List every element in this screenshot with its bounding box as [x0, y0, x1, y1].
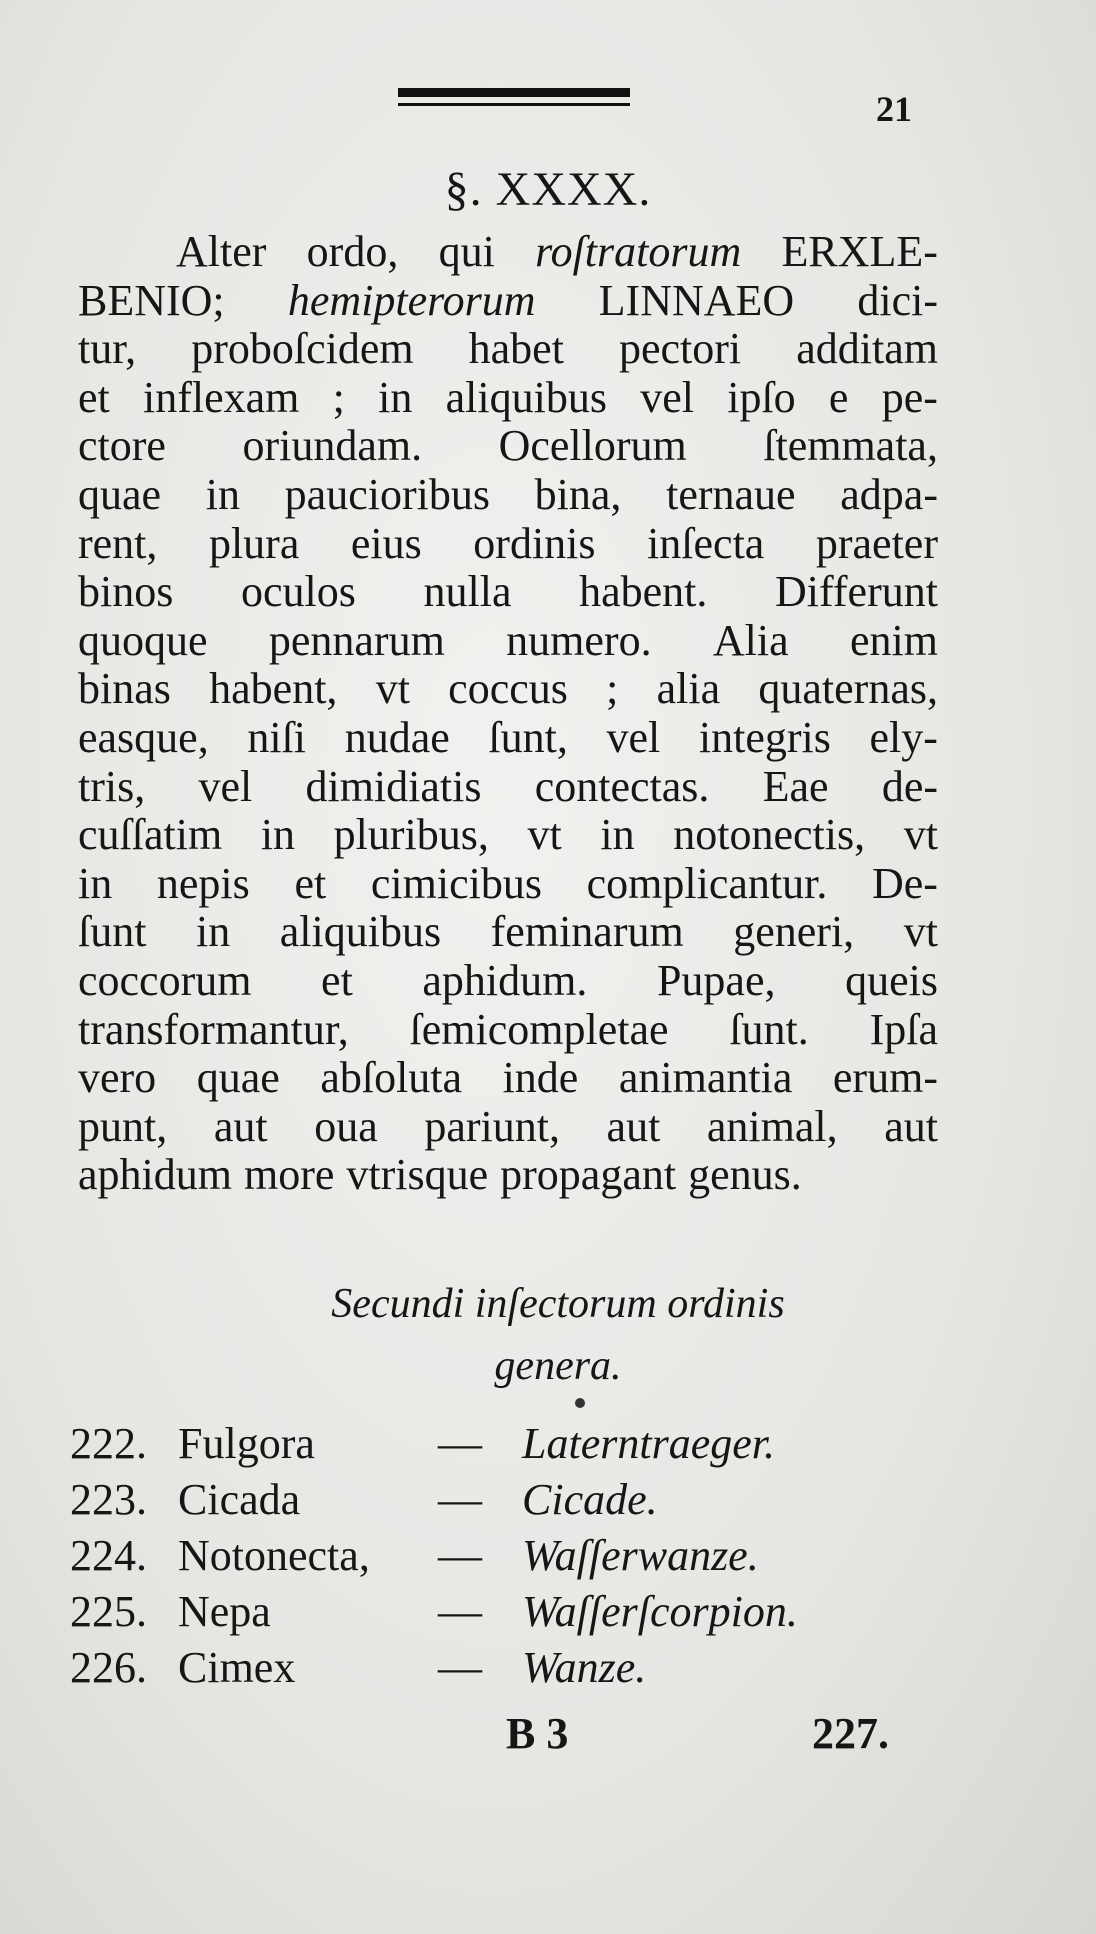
word: nulla: [423, 567, 512, 617]
genera-list: [70, 1418, 970, 1698]
word: Ocellorum: [498, 421, 687, 471]
word: aut: [213, 1101, 268, 1151]
word: transformantur,: [78, 1004, 349, 1054]
word: complicantur.: [586, 858, 828, 908]
text-line: [78, 568, 938, 617]
genus-row: [70, 1586, 970, 1642]
word: ſemicompletae: [409, 1004, 669, 1054]
word: enim: [850, 615, 938, 665]
ink-dot: [575, 1398, 585, 1408]
word: in: [196, 907, 231, 957]
word: pectori: [619, 324, 742, 374]
word: et: [321, 955, 353, 1005]
word: Pupae,: [656, 955, 776, 1005]
word: inſecta: [647, 518, 765, 568]
text-line: [78, 1054, 938, 1103]
text-line: [78, 860, 938, 909]
text-line: [78, 714, 938, 763]
text-line: [78, 374, 938, 423]
genus-num: 224.: [70, 1531, 147, 1580]
word: vel: [198, 761, 253, 811]
word: coccus: [448, 664, 568, 714]
genus-num: 222.: [70, 1419, 147, 1468]
genera-heading-2: genera.: [494, 1343, 622, 1389]
text-line: [78, 763, 938, 812]
word: integris: [698, 712, 831, 762]
word: quae: [78, 469, 162, 519]
word: habet: [468, 324, 564, 374]
word: propagant: [500, 1150, 677, 1200]
word: ſunt.: [729, 1004, 809, 1054]
genus-row: [70, 1642, 970, 1698]
word: niſi: [247, 712, 307, 762]
word: ely-: [869, 712, 938, 762]
text-line: [78, 811, 938, 860]
word: habent.: [579, 567, 708, 617]
word: aut: [884, 1101, 938, 1151]
word: quoque: [78, 615, 208, 665]
word: quaternas,: [758, 664, 938, 714]
word: ſunt,: [488, 712, 568, 762]
genus-num: 225.: [70, 1587, 147, 1636]
word: pennarum: [268, 615, 445, 665]
genus-latin: Fulgora: [178, 1419, 315, 1468]
genus-latin: Notonecta,: [178, 1531, 370, 1580]
word: nepis: [156, 858, 250, 908]
header-rule-thick: [398, 88, 630, 97]
text-line: [78, 1006, 938, 1055]
word: paucioribus: [284, 469, 490, 519]
word: feminarum: [490, 907, 684, 957]
word: abſoluta: [320, 1053, 463, 1103]
genus-german: Wanze.: [522, 1643, 647, 1692]
genus-row: [70, 1530, 970, 1586]
word: aphidum.: [422, 955, 588, 1005]
text-line: [78, 325, 938, 374]
word: vt: [375, 664, 410, 714]
genera-heading: Secundi inſectorum ordinis: [331, 1281, 785, 1327]
word: numero.: [506, 615, 652, 665]
word: alia: [656, 664, 721, 714]
section-title: §. XXXX.: [444, 163, 652, 216]
word: e: [828, 372, 849, 422]
word: ternaue: [666, 469, 796, 519]
word: vtrisque: [346, 1150, 489, 1200]
text-line: [78, 228, 938, 277]
word: ordinis: [473, 518, 596, 568]
text-line: [78, 665, 938, 714]
text-line: [78, 957, 938, 1006]
word: Alia: [712, 615, 789, 665]
genus-dash: —: [438, 1587, 482, 1636]
word: inflexam: [143, 372, 300, 422]
page-number: 21: [876, 89, 912, 129]
text-line: [78, 1103, 938, 1152]
genus-german: Laterntraeger.: [522, 1419, 775, 1468]
word: vel: [640, 372, 694, 422]
word: nudae: [344, 712, 450, 762]
word: coccorum: [78, 955, 252, 1005]
signature-mark: B 3: [506, 1709, 569, 1758]
word: Ipſa: [869, 1004, 938, 1054]
word: in: [260, 810, 296, 860]
word: plura: [208, 518, 300, 568]
word: roſtratorum: [535, 227, 742, 276]
word: BENIO;: [78, 275, 225, 325]
catchword: 227.: [812, 1709, 889, 1758]
word: aut: [606, 1101, 661, 1151]
word: aliquibus: [279, 907, 442, 957]
word: LINNAEO: [598, 275, 795, 325]
word: ERXLE-: [781, 227, 938, 276]
word: pluribus,: [333, 810, 489, 860]
word: cuſſatim: [78, 810, 223, 860]
word: hemipterorum: [287, 275, 536, 325]
word: vero: [78, 1053, 157, 1103]
word: punt,: [78, 1101, 168, 1151]
word: additam: [796, 324, 938, 374]
word: aphidum: [78, 1150, 232, 1200]
header-rule-thin: [398, 103, 630, 106]
genus-latin: Cicada: [178, 1475, 301, 1524]
genus-row: [70, 1418, 970, 1474]
word: ſunt: [78, 907, 147, 957]
genus-dash: —: [438, 1475, 482, 1524]
word: animantia: [618, 1053, 793, 1103]
word: Differunt: [775, 567, 938, 617]
word: easque,: [78, 712, 209, 762]
word: vel: [606, 712, 661, 762]
body-paragraph: [78, 228, 938, 1200]
word: contectas.: [534, 761, 710, 811]
word: dici-: [857, 275, 938, 325]
word: vt: [903, 907, 938, 957]
genus-latin: Nepa: [178, 1587, 271, 1636]
word: more: [243, 1150, 335, 1200]
word: oua: [314, 1101, 378, 1151]
word: erum-: [832, 1053, 938, 1103]
word: praeter: [815, 518, 938, 568]
word: et: [78, 372, 110, 422]
word: in: [205, 469, 240, 519]
word: in: [78, 858, 113, 908]
word: dimidiatis: [305, 761, 482, 811]
genus-german: Waſſerwanze.: [522, 1531, 759, 1580]
word: ctore: [78, 421, 166, 471]
word: binas: [78, 664, 171, 714]
genus-num: 226.: [70, 1643, 147, 1692]
word: rent,: [78, 518, 158, 568]
text-line: [78, 277, 938, 326]
word: tur,: [78, 324, 137, 374]
genus-row: [70, 1474, 970, 1530]
word: cimicibus: [370, 858, 542, 908]
word: binos: [78, 567, 174, 617]
word: pe-: [881, 372, 938, 422]
word: adpa-: [840, 469, 938, 519]
word: pariunt,: [424, 1101, 560, 1151]
word: ordo,: [306, 227, 399, 276]
word: ipſo: [727, 372, 796, 422]
word: eius: [350, 518, 422, 568]
word: ;: [606, 664, 619, 714]
word: qui: [438, 227, 495, 276]
word: proboſcidem: [191, 324, 414, 374]
word: ;: [332, 372, 345, 422]
text-line: [78, 617, 938, 666]
word: inde: [502, 1053, 579, 1103]
word: genus.: [688, 1150, 802, 1200]
word: tris,: [78, 761, 146, 811]
word: Eae: [762, 761, 829, 811]
word: ſtemmata,: [763, 421, 938, 471]
word: habent,: [209, 664, 338, 714]
genus-dash: —: [438, 1419, 482, 1468]
word: bina,: [534, 469, 622, 519]
genus-german: Cicade.: [522, 1475, 658, 1524]
word: vt: [527, 810, 562, 860]
word: generi,: [733, 907, 855, 957]
text-line: [78, 1151, 938, 1200]
text-line: [78, 422, 938, 471]
word: oculos: [240, 567, 356, 617]
word: animal,: [706, 1101, 838, 1151]
word: aliquibus: [445, 372, 607, 422]
text-line: [78, 520, 938, 569]
word: oriundam.: [242, 421, 423, 471]
word: in: [378, 372, 413, 422]
word: vt: [903, 810, 938, 860]
genus-num: 223.: [70, 1475, 147, 1524]
genus-german: Waſſerſcorpion.: [522, 1587, 798, 1636]
text-line: [78, 471, 938, 520]
text-line: [78, 908, 938, 957]
word: de-: [881, 761, 938, 811]
genus-dash: —: [438, 1531, 482, 1580]
word: in: [600, 810, 635, 860]
genus-dash: —: [438, 1643, 482, 1692]
genus-latin: Cimex: [178, 1643, 296, 1692]
word: De-: [871, 858, 938, 908]
word: notonectis,: [673, 810, 866, 860]
word: et: [294, 858, 327, 908]
word: quae: [196, 1053, 280, 1103]
word: Alter: [176, 227, 267, 276]
word: queis: [845, 955, 938, 1005]
